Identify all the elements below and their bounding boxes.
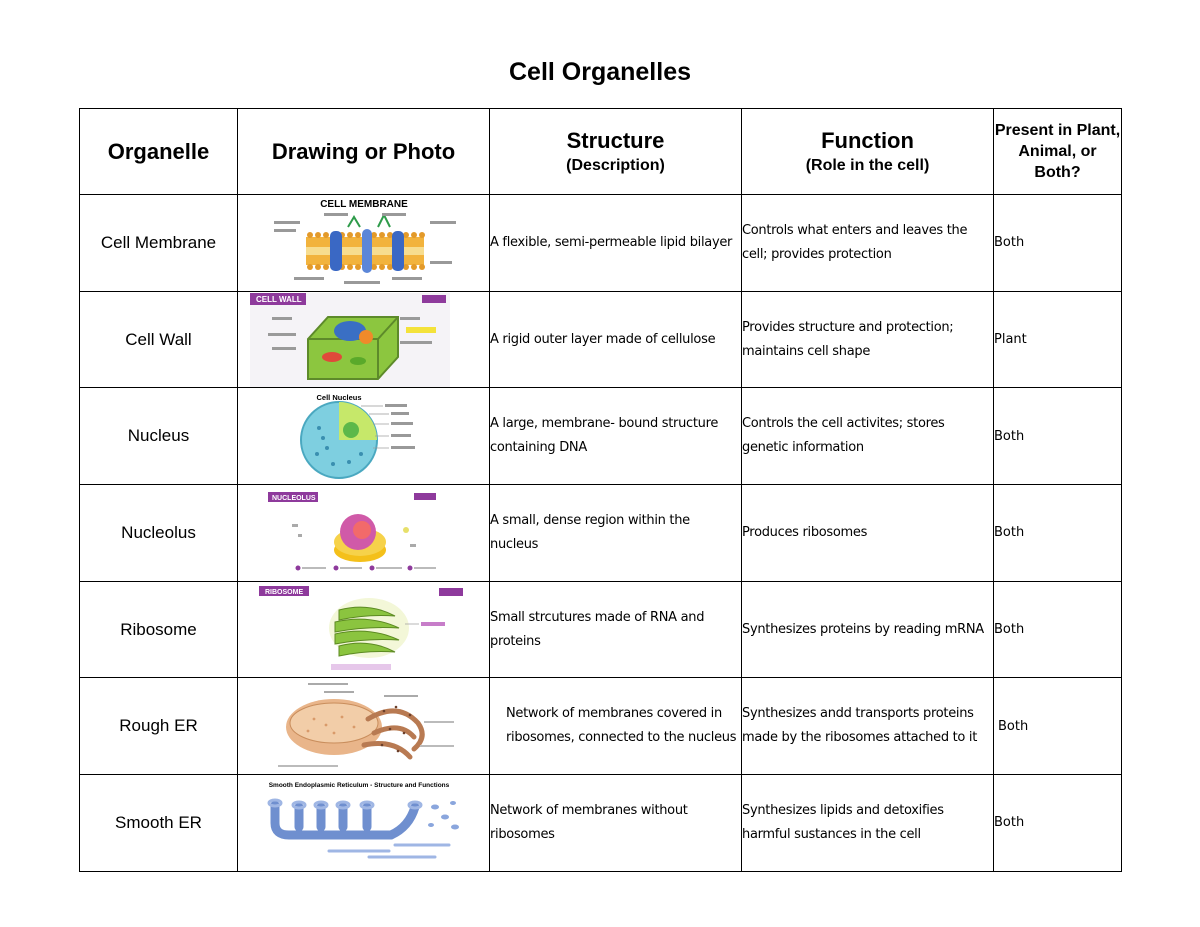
table-row: [80, 775, 1122, 872]
nucleus-illustration: [299, 390, 429, 482]
header-function-sub: (Role in the cell): [805, 157, 930, 174]
image-label: Smooth Endoplasmic Reticulum - Structure and Functions: [268, 781, 449, 789]
page-title: Cell Organelles: [508, 58, 692, 86]
organelle-name: Ribosome: [80, 581, 238, 678]
header-function: [742, 109, 994, 195]
organelle-image: [238, 485, 490, 582]
present-cell: Both: [994, 195, 1122, 292]
table-row: [80, 195, 1122, 292]
present-cell: Plant: [994, 291, 1122, 388]
structure-cell: A flexible, semi-permeable lipid bilayer: [490, 195, 742, 292]
header-organelle: Organelle: [80, 109, 238, 195]
function-cell: Synthesizes proteins by reading mRNA: [742, 581, 994, 678]
organelle-image: [238, 678, 490, 775]
header-structure-sub: (Description): [566, 157, 665, 174]
header-structure: [490, 109, 742, 195]
nucleolus-illustration: [264, 488, 464, 578]
table-row: [80, 388, 1122, 485]
header-present: Present in Plant, Animal, or Both?: [994, 109, 1122, 195]
function-cell: Synthesizes lipids and detoxifies harmful sustances in the cell: [742, 775, 994, 872]
present-cell: Both: [994, 581, 1122, 678]
organelle-name: Nucleolus: [80, 485, 238, 582]
structure-cell: Network of membranes without ribosomes: [490, 775, 742, 872]
structure-cell: A rigid outer layer made of cellulose: [490, 291, 742, 388]
organelle-image: [238, 388, 490, 485]
organelle-table: [79, 108, 1122, 872]
cell-wall-illustration: [250, 293, 450, 387]
table-row: [80, 291, 1122, 388]
function-cell: Controls the cell activites; stores genetic information: [742, 388, 994, 485]
present-cell: Both: [994, 388, 1122, 485]
present-cell: Both: [994, 485, 1122, 582]
ribosome-illustration: [259, 584, 469, 676]
organelle-image: [238, 581, 490, 678]
organelle-name: Nucleus: [80, 388, 238, 485]
organelle-name: Cell Membrane: [80, 195, 238, 292]
table-header-row: [80, 109, 1122, 195]
image-label: NUCLEOLUS: [271, 494, 316, 502]
header-drawing: Drawing or Photo: [238, 109, 490, 195]
function-cell: Produces ribosomes: [742, 485, 994, 582]
present-cell: Both: [994, 775, 1122, 872]
image-label: RIBOSOME: [264, 588, 303, 596]
function-cell: Provides structure and protection; maintains cell shape: [742, 291, 994, 388]
header-function-title: Function: [821, 128, 914, 153]
rough-er-illustration: [264, 679, 464, 773]
smooth-er-illustration: [259, 777, 469, 869]
table-row: [80, 485, 1122, 582]
image-label: CELL MEMBRANE: [319, 198, 408, 210]
function-cell: Synthesizes andd transports proteins made by the ribosomes attached to it: [742, 678, 994, 775]
image-label: Cell Nucleus: [315, 393, 362, 403]
image-label: CELL WALL: [256, 294, 302, 304]
structure-cell: Network of membranes covered in ribosomes, connected to the nucleus: [490, 678, 742, 775]
organelle-image: [238, 775, 490, 872]
organelle-image: [238, 291, 490, 388]
header-structure-title: Structure: [566, 128, 665, 153]
table-row: [80, 581, 1122, 678]
organelle-name: Cell Wall: [80, 291, 238, 388]
organelle-name: Smooth ER: [80, 775, 238, 872]
structure-cell: A large, membrane- bound structure containing DNA: [490, 388, 742, 485]
structure-cell: A small, dense region within the nucleus: [490, 485, 742, 582]
table-row: [80, 678, 1122, 775]
present-cell: Both: [994, 678, 1122, 775]
cell-membrane-illustration: [264, 197, 464, 289]
organelle-image: [238, 195, 490, 292]
organelle-name: Rough ER: [80, 678, 238, 775]
function-cell: Controls what enters and leaves the cell; provides protection: [742, 195, 994, 292]
structure-cell: Small strcutures made of RNA and proteins: [490, 581, 742, 678]
